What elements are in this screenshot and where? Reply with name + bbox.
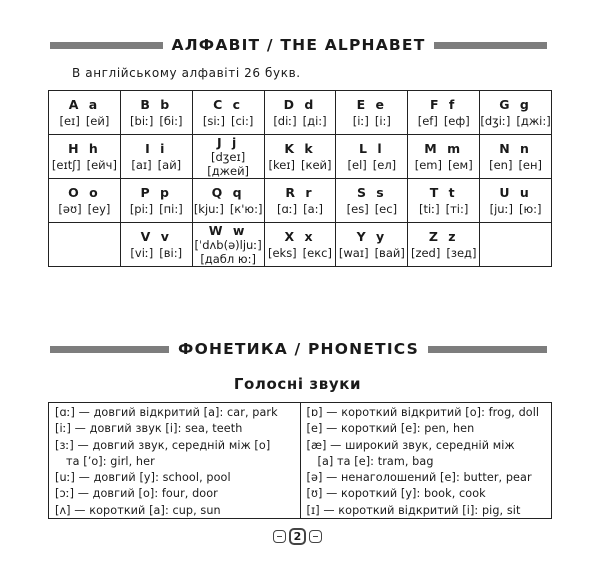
ukrainian-transcription: [сі:] (230, 113, 254, 128)
letter-glyph: F f (430, 96, 458, 112)
letter-cell (193, 91, 265, 135)
ipa-transcription: [es] (346, 201, 369, 216)
vowels-left-column (49, 403, 300, 518)
letter-cell (480, 91, 552, 135)
ipa-transcription: [diː] (273, 113, 297, 128)
transcription-row (268, 157, 331, 174)
letter-glyph: B b (140, 96, 173, 112)
ukrainian-transcription: [ді:] (302, 113, 327, 128)
letter-cell (336, 179, 408, 223)
ukrainian-transcription: [ю:] (518, 201, 542, 216)
letter-glyph: L l (359, 140, 385, 156)
ukrainian-transcription: [ей] (85, 113, 110, 128)
vowel-line: [ɒ] — короткий відкритий [о]: frog, doll (306, 406, 540, 419)
vowel-line: [uː] — довгий [у]: school, pool (55, 471, 231, 485)
vowel-line: [ə] — ненаголошений [е]: butter, pear (306, 471, 532, 485)
empty-cell (49, 223, 121, 267)
ipa-transcription: [keɪ] (268, 157, 296, 172)
ukrainian-transcription: [а:] (303, 201, 324, 216)
letter-glyph: V v (140, 228, 172, 244)
vowels-table (48, 402, 552, 519)
transcription-row (419, 201, 468, 218)
ukrainian-transcription: [екс] (302, 245, 332, 260)
letter-cell (480, 179, 552, 223)
ukrainian-transcription: [джей] (207, 163, 250, 178)
transcription-row (273, 113, 326, 130)
ukrainian-transcription: [і:] (374, 113, 391, 128)
alphabet-table (48, 90, 552, 267)
letter-glyph: G g (499, 96, 532, 112)
letter-glyph: E e (356, 96, 388, 112)
ukrainian-transcription: [ейч] (86, 157, 117, 172)
ipa-transcription: [ef] (417, 113, 438, 128)
transcription-row (200, 252, 256, 266)
ukrainian-transcription: [бі:] (159, 113, 183, 128)
transcription-row (490, 201, 542, 218)
transcription-row (415, 157, 473, 174)
letter-cell (265, 223, 337, 267)
ipa-transcription: [biː] (130, 113, 154, 128)
letter-cell (49, 135, 121, 179)
ipa-transcription: [ɑː] (276, 201, 298, 216)
letter-cell (336, 135, 408, 179)
ipa-transcription: [piː] (129, 201, 154, 216)
alphabet-section-header (50, 36, 547, 54)
ipa-transcription: [zed] (410, 245, 441, 260)
letter-glyph: H h (68, 140, 101, 156)
vowels-right-column (300, 403, 552, 518)
letter-cell (121, 135, 193, 179)
vowel-line: [ɪ] — короткий відкритий [і]: pig, sit (306, 503, 521, 517)
ipa-transcription: [siː] (202, 113, 225, 128)
letter-cell (49, 91, 121, 135)
letter-glyph: M m (424, 140, 464, 156)
letter-glyph: Z z (428, 228, 459, 244)
ipa-transcription: [juː] (489, 201, 513, 216)
header-rule-right (434, 42, 547, 49)
transcription-row (268, 245, 332, 262)
letter-cell (49, 179, 121, 223)
transcription-row (58, 201, 110, 218)
alphabet-section-title: АЛФАВІТ / THE ALPHABET (171, 36, 426, 54)
letter-glyph: X x (284, 228, 316, 244)
ukrainian-transcription: [к'ю:] (229, 201, 263, 216)
vowel-line: [ʊ] — короткий [у]: book, cook (306, 487, 486, 501)
vowel-line: та [’о]: girl, her (66, 454, 155, 468)
letter-cell (193, 135, 265, 179)
ukrainian-transcription: [ай] (157, 157, 182, 172)
vowel-line: [æ] — широкий звук, середній між (306, 438, 515, 452)
vowel-line: [ɔː] — довгий [о]: four, door (55, 487, 218, 501)
ukrainian-transcription: [кей] (301, 157, 332, 172)
transcription-row (52, 157, 117, 174)
letter-cell (408, 91, 480, 135)
transcription-row (207, 164, 249, 178)
ukrainian-transcription: [ві:] (159, 245, 183, 260)
ipa-transcription: [tiː] (419, 201, 440, 216)
vowel-line: [ʌ] — короткий [а]: cup, sun (55, 503, 221, 517)
vowel-line: [ɜː] — довгий звук, середній між [о] (55, 438, 271, 452)
letter-cell (193, 179, 265, 223)
ipa-transcription: [kjuː] (193, 201, 224, 216)
ipa-transcription: [el] (347, 157, 367, 172)
ukrainian-transcription: [еу] (87, 201, 111, 216)
ukrainian-transcription: [пі:] (159, 201, 183, 216)
ukrainian-transcription: [ен] (518, 157, 543, 172)
ukrainian-transcription: [ес] (374, 201, 398, 216)
ipa-transcription: [en] (489, 157, 513, 172)
alphabet-intro: В англійському алфавіті 26 букв. (72, 66, 301, 80)
ipa-transcription: [ˈdʌb(ə)ljuː] (194, 237, 262, 252)
letter-cell (121, 91, 193, 135)
letter-cell (265, 135, 337, 179)
transcription-row (353, 113, 391, 130)
transcription-row (348, 157, 397, 174)
letter-glyph: R r (285, 184, 315, 200)
ukrainian-transcription: [джі:] (516, 113, 551, 128)
transcription-row (203, 113, 253, 130)
ukrainian-transcription: [ем] (447, 157, 473, 172)
letter-cell (193, 223, 265, 267)
ipa-transcription: [dʒeɪ] (211, 149, 246, 164)
empty-cell (480, 223, 552, 267)
transcription-row (194, 201, 263, 218)
transcription-row (347, 201, 397, 218)
ipa-transcription: [aɪ] (131, 157, 152, 172)
letter-cell (265, 91, 337, 135)
transcription-row (339, 245, 405, 262)
letter-glyph: W w (208, 222, 248, 238)
transcription-row (211, 150, 245, 164)
ipa-transcription: [viː] (130, 245, 154, 260)
letter-glyph: K k (284, 140, 316, 156)
letter-glyph: A a (68, 96, 101, 112)
letter-glyph: O o (68, 184, 101, 200)
ukrainian-transcription: [еф] (443, 113, 470, 128)
header-rule-right (428, 346, 547, 353)
letter-glyph: N n (499, 140, 532, 156)
ukrainian-transcription: [ті:] (445, 201, 469, 216)
vowel-line: [iː] — довгий звук [і]: sea, teeth (55, 422, 243, 436)
ipa-transcription: [waɪ] (338, 245, 369, 260)
letter-glyph: P p (140, 184, 172, 200)
page-number (0, 528, 595, 545)
phonetics-section-title: ФОНЕТИКА / PHONETICS (178, 340, 420, 358)
phonetics-section-header (50, 340, 547, 358)
transcription-row (130, 201, 183, 218)
letter-glyph: S s (356, 184, 387, 200)
transcription-row (480, 113, 550, 130)
letter-cell (408, 223, 480, 267)
page-number-box: 2 (289, 528, 307, 545)
letter-cell (408, 135, 480, 179)
ipa-transcription: [eɪ] (59, 113, 80, 128)
letter-glyph: T t (429, 184, 458, 200)
vowel-line: [ɑː] — довгий відкритий [а]: car, park (55, 406, 278, 419)
ukrainian-transcription: [ел] (372, 157, 397, 172)
transcription-row (130, 245, 182, 262)
header-rule-left (50, 42, 163, 49)
letter-cell (408, 179, 480, 223)
transcription-row (131, 157, 181, 174)
vowels-subtitle: Голосні звуки (233, 375, 362, 393)
page-ornament-left (273, 530, 286, 543)
letter-cell (121, 179, 193, 223)
letter-cell (480, 135, 552, 179)
ukrainian-transcription: [вай] (374, 245, 405, 260)
ukrainian-transcription: [дабл ю:] (200, 251, 256, 266)
transcription-row (418, 113, 470, 130)
letter-glyph: Q q (211, 184, 245, 200)
ipa-transcription: [em] (414, 157, 442, 172)
letter-glyph: D d (283, 96, 317, 112)
transcription-row (59, 113, 109, 130)
ukrainian-transcription: [зед] (446, 245, 477, 260)
ipa-transcription: [əʊ] (58, 201, 82, 216)
letter-cell (336, 223, 408, 267)
ipa-transcription: [eks] (267, 245, 297, 260)
transcription-row (411, 245, 477, 262)
ipa-transcription: [eɪtʃ] (51, 157, 81, 172)
page-ornament-right (309, 530, 322, 543)
header-rule-left (50, 346, 169, 353)
letter-cell (121, 223, 193, 267)
letter-glyph: I i (145, 140, 168, 156)
letter-glyph: Y y (356, 228, 388, 244)
ipa-transcription: [dʒiː] (480, 113, 511, 128)
ipa-transcription: [iː] (352, 113, 369, 128)
letter-cell (265, 179, 337, 223)
vowel-line: [а] та [е]: tram, bag (317, 454, 434, 468)
transcription-row (195, 238, 262, 252)
transcription-row (489, 157, 542, 174)
transcription-row (277, 201, 323, 218)
letter-glyph: J j (216, 134, 240, 150)
vowel-line: [e] — короткий [е]: pen, hen (306, 422, 475, 436)
transcription-row (130, 113, 182, 130)
letter-cell (336, 91, 408, 135)
letter-glyph: U u (499, 184, 532, 200)
letter-glyph: C c (213, 96, 244, 112)
